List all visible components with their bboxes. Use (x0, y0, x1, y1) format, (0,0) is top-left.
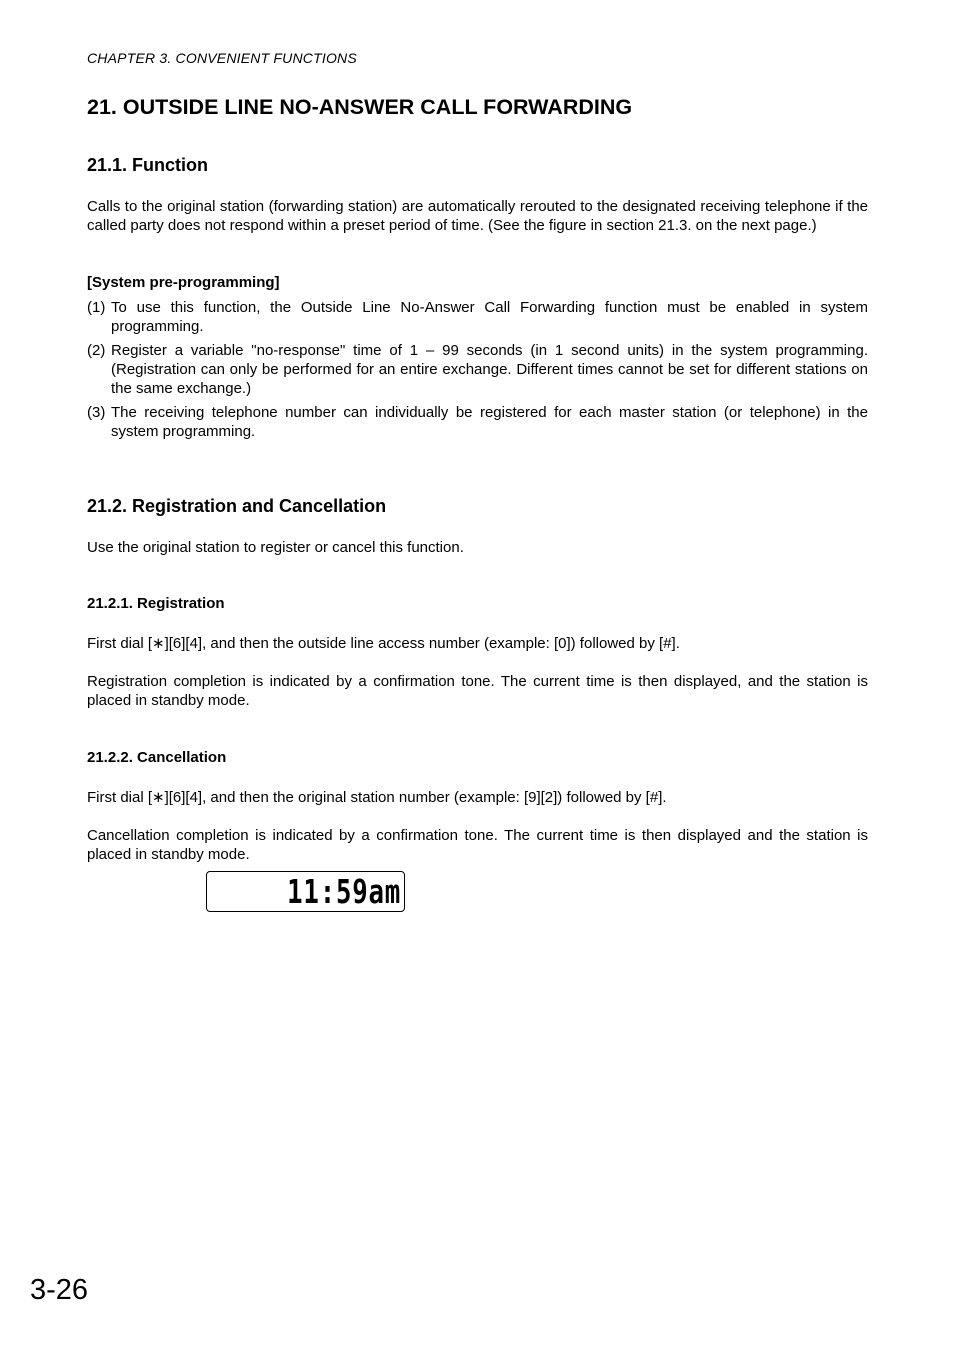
preprogramming-list (87, 298, 868, 446)
page-title: 21. OUTSIDE LINE NO-ANSWER CALL FORWARDING (87, 95, 633, 119)
running-head: CHAPTER 3. CONVENIENT FUNCTIONS (87, 50, 357, 66)
list-item-text: The receiving telephone number can individually be registered for each master station (or telephone) in the system programming. (111, 404, 868, 440)
function-intro: Calls to the original station (forwarding station) are automatically rerouted to the designated receiving telephone if the called party does not respond within a preset period of time. (See the figure in section 21.3. on the next page.) (87, 198, 868, 234)
function-heading: 21.1. Function (87, 155, 209, 175)
list-item-text: Register a variable "no-response" time of 1 – 99 seconds (in 1 second units) in the system programming. (Registration can only be performed for an entire exchange. Different times cannot be set for different stations on the same exchange.) (111, 342, 868, 397)
registration-step: First dial [∗][6][4], and then the outside line access number (example: [0]) followed by [#]. (87, 635, 680, 652)
lcd-time-readout: 11:59am (287, 872, 401, 911)
list-item (87, 403, 868, 441)
list-item-number: (1) (87, 299, 106, 316)
cancellation-step: First dial [∗][6][4], and then the original station number (example: [9][2]) followed by [#]. (87, 789, 667, 806)
list-item-number: (2) (87, 342, 106, 359)
lcd-display (206, 871, 405, 912)
list-item (87, 341, 868, 398)
cancellation-heading: 21.2.2. Cancellation (87, 749, 227, 766)
preprogramming-heading: [System pre-programming] (87, 274, 280, 291)
page-number: 3-26 (30, 1274, 89, 1306)
list-item-number: (3) (87, 404, 106, 421)
list-item (87, 298, 868, 336)
registration-cancellation-heading: 21.2. Registration and Cancellation (87, 496, 387, 516)
registration-cancellation-intro: Use the original station to register or cancel this function. (87, 539, 464, 556)
list-item-text: To use this function, the Outside Line No-Answer Call Forwarding function must be enabled in system programming. (111, 299, 868, 335)
registration-heading: 21.2.1. Registration (87, 595, 225, 612)
cancellation-result: Cancellation completion is indicated by a confirmation tone. The current time is then displayed and the station is placed in standby mode. (87, 827, 868, 863)
registration-result: Registration completion is indicated by a confirmation tone. The current time is then displayed, and the station is placed in standby mode. (87, 673, 868, 709)
